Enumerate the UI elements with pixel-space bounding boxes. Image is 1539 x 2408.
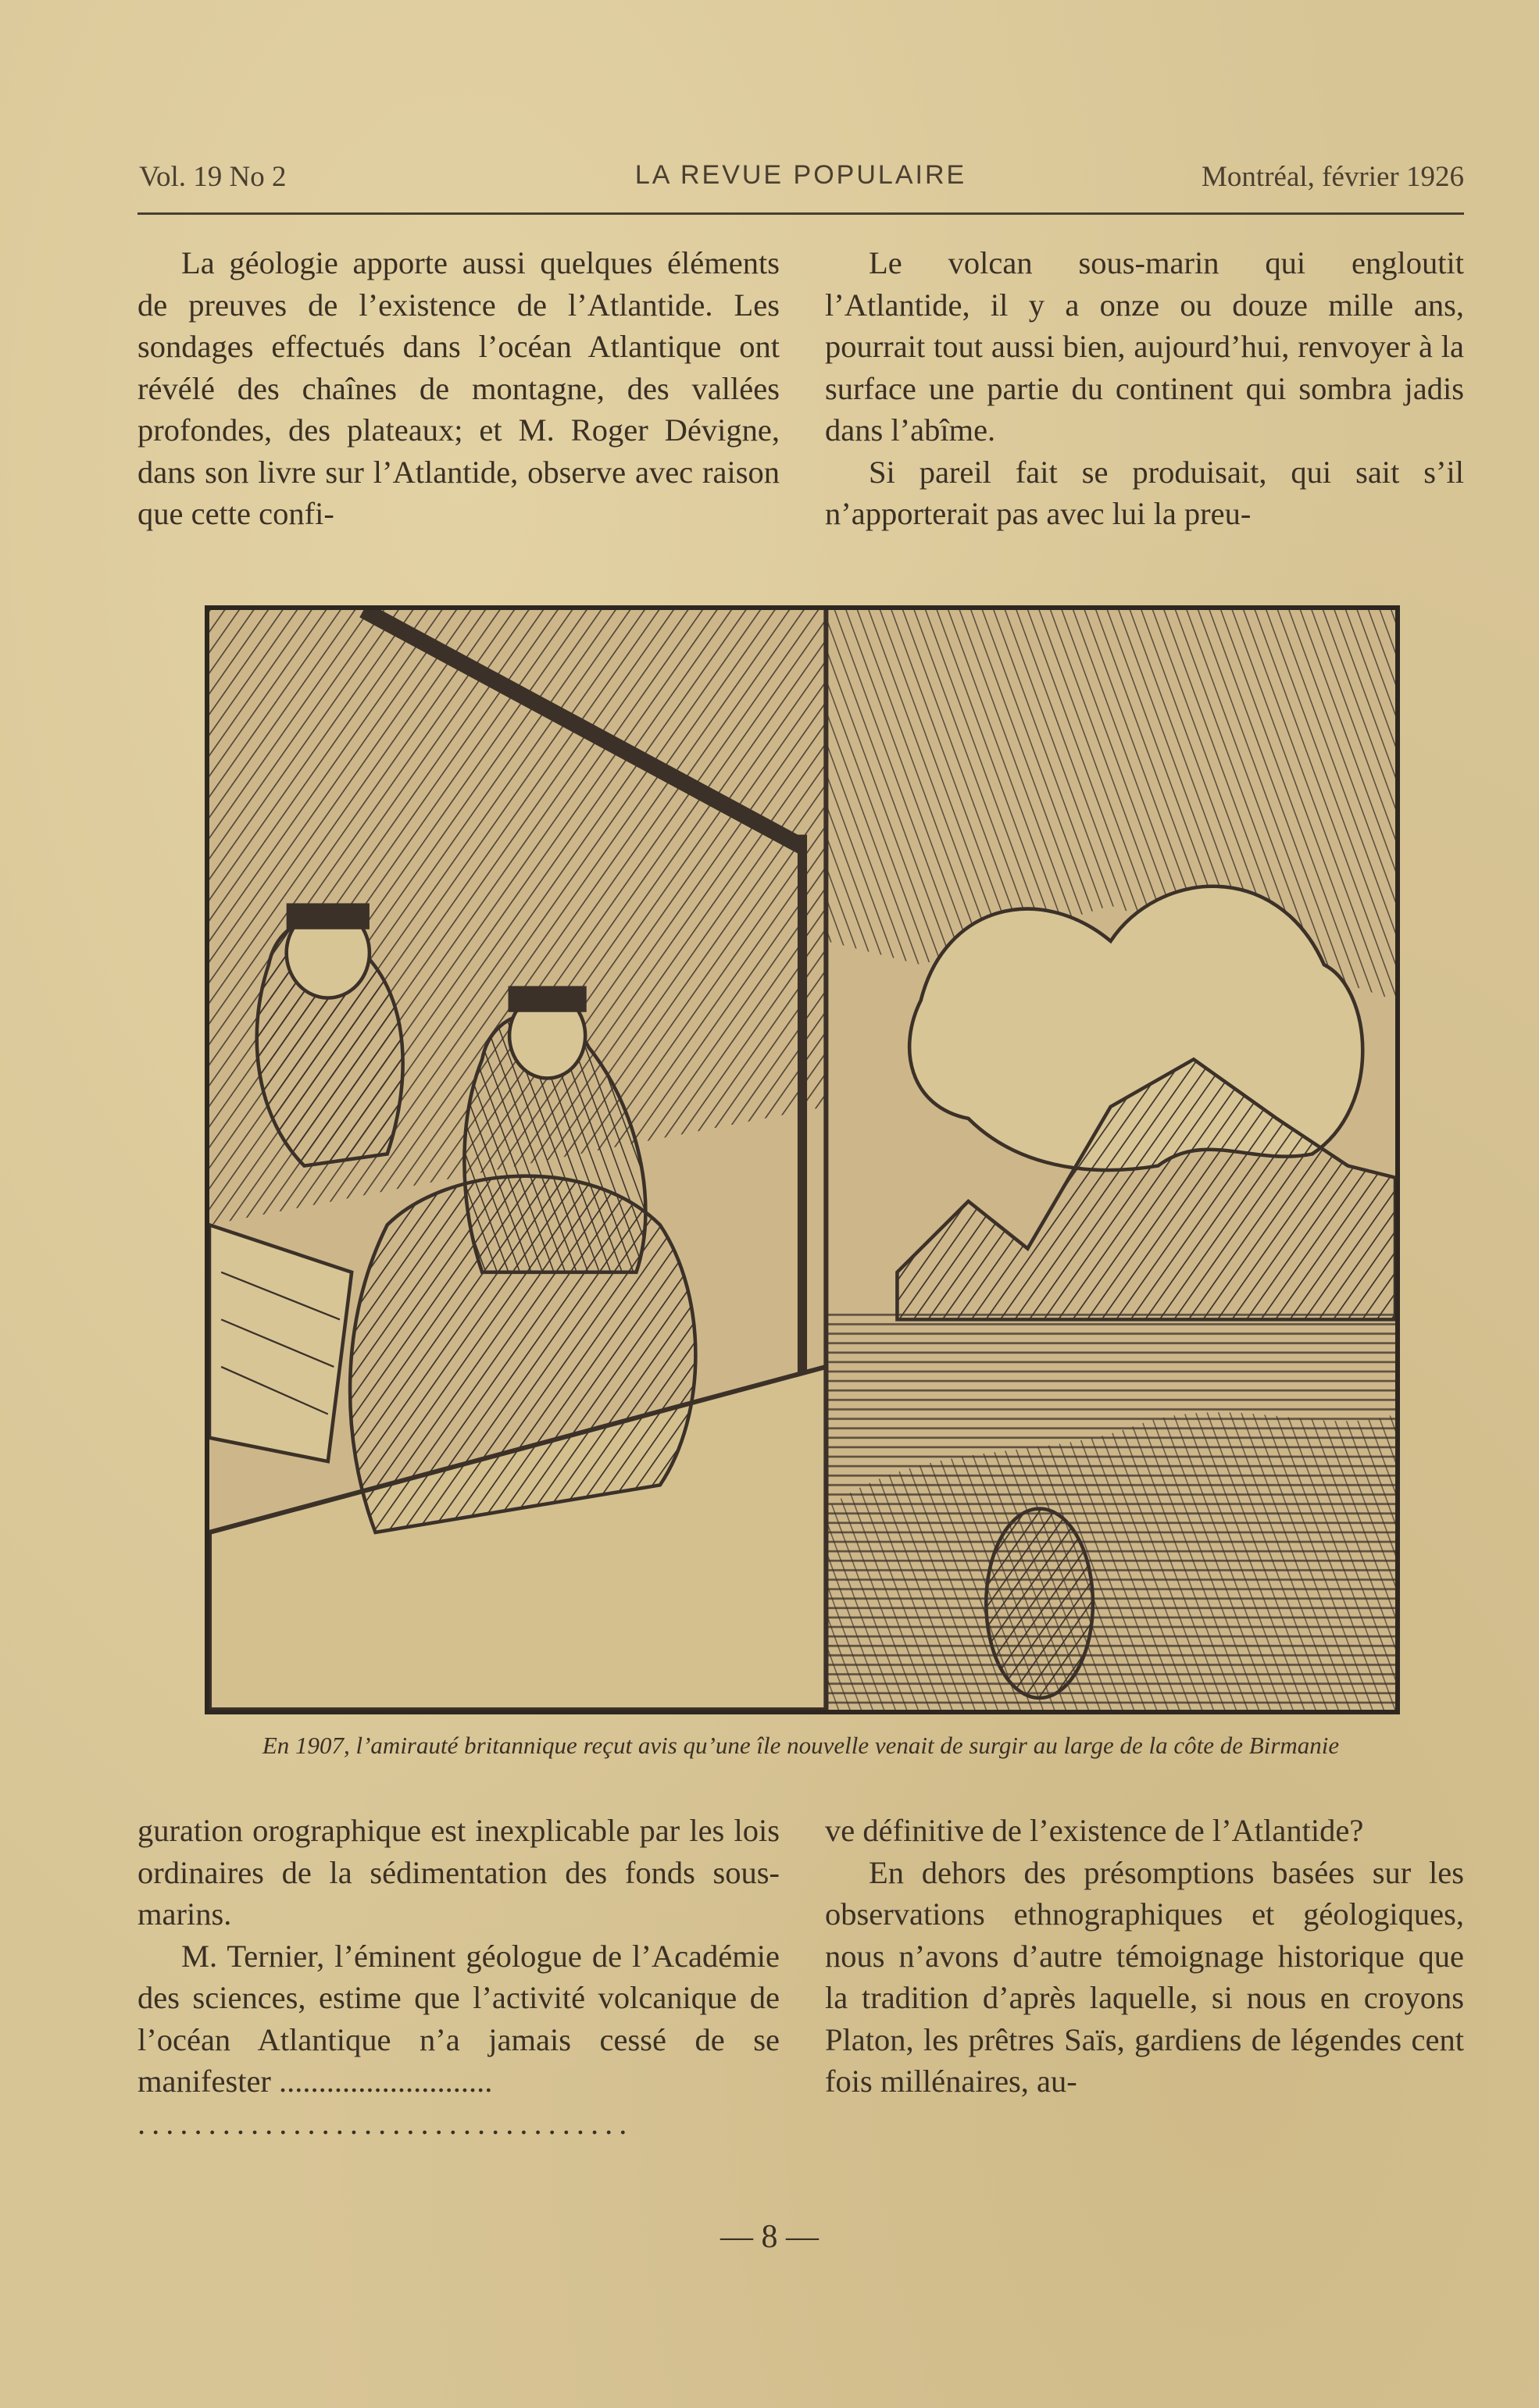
place-date: Montréal, février 1926 [1202,161,1464,193]
paragraph: ve définitive de l’existence de l’Atlantide? [825,1813,1364,1848]
page-number: — 8 — [720,2219,819,2255]
running-header [137,160,1464,207]
column-top-right [825,242,1464,535]
paragraph: Si pareil fait se produisait, qui sait s’il n’apporterait pas avec lui la preu- [825,454,1464,531]
engraving-illustration [205,605,1400,1714]
header-rule [137,212,1464,215]
illustration-drawing [209,610,1395,1710]
paragraph: En dehors des présomptions basées sur les observations ethnographiques et géologiques, nous n’avons d’autre témoignage historique que la tradition d’après laquelle, si nous en croyons Platon, les prêtres Saïs, gardiens de légendes cent fois millénaires, au- [825,1854,1464,2099]
paragraph: guration orographique est inexplicable par les lois ordinaires de la sédimentation des fonds sous-marins. [137,1813,780,1932]
column-bottom-left [137,1810,780,2144]
column-bottom-right [825,1810,1464,2103]
figure-caption: En 1907, l’amirauté britannique reçut avis qu’une île nouvelle venait de surgir au large de la côte de Birmanie [262,1732,1340,1759]
column-top-left [137,242,780,535]
dotted-line: ................................... [137,2105,634,2141]
volume-number: Vol. 19 No 2 [139,161,287,193]
paragraph: M. Ternier, l’éminent géologue de l’Académie des sciences, estime que l’activité volcanique de l’océan Atlantique n’a jamais cessé de se manifester ........................... [137,1938,780,2099]
paragraph: Le volcan sous-marin qui engloutit l’Atlantide, il y a onze ou douze mille ans, pourrait tout aussi bien, aujourd’hui, renvoyer à la surface une partie du continent qui sombra jadis dans l’abîme. [825,245,1464,448]
paragraph: La géologie apporte aussi quelques éléments de preuves de l’existence de l’Atlantide. Les sondages effectués dans l’océan Atlantique ont révélé des chaînes de montagne, des vallées profondes, des plateaux; et M. Roger Dévigne, dans son livre sur l’Atlantide, observe avec raison que cette confi- [137,245,780,531]
journal-title: LA REVUE POPULAIRE [634,160,967,190]
